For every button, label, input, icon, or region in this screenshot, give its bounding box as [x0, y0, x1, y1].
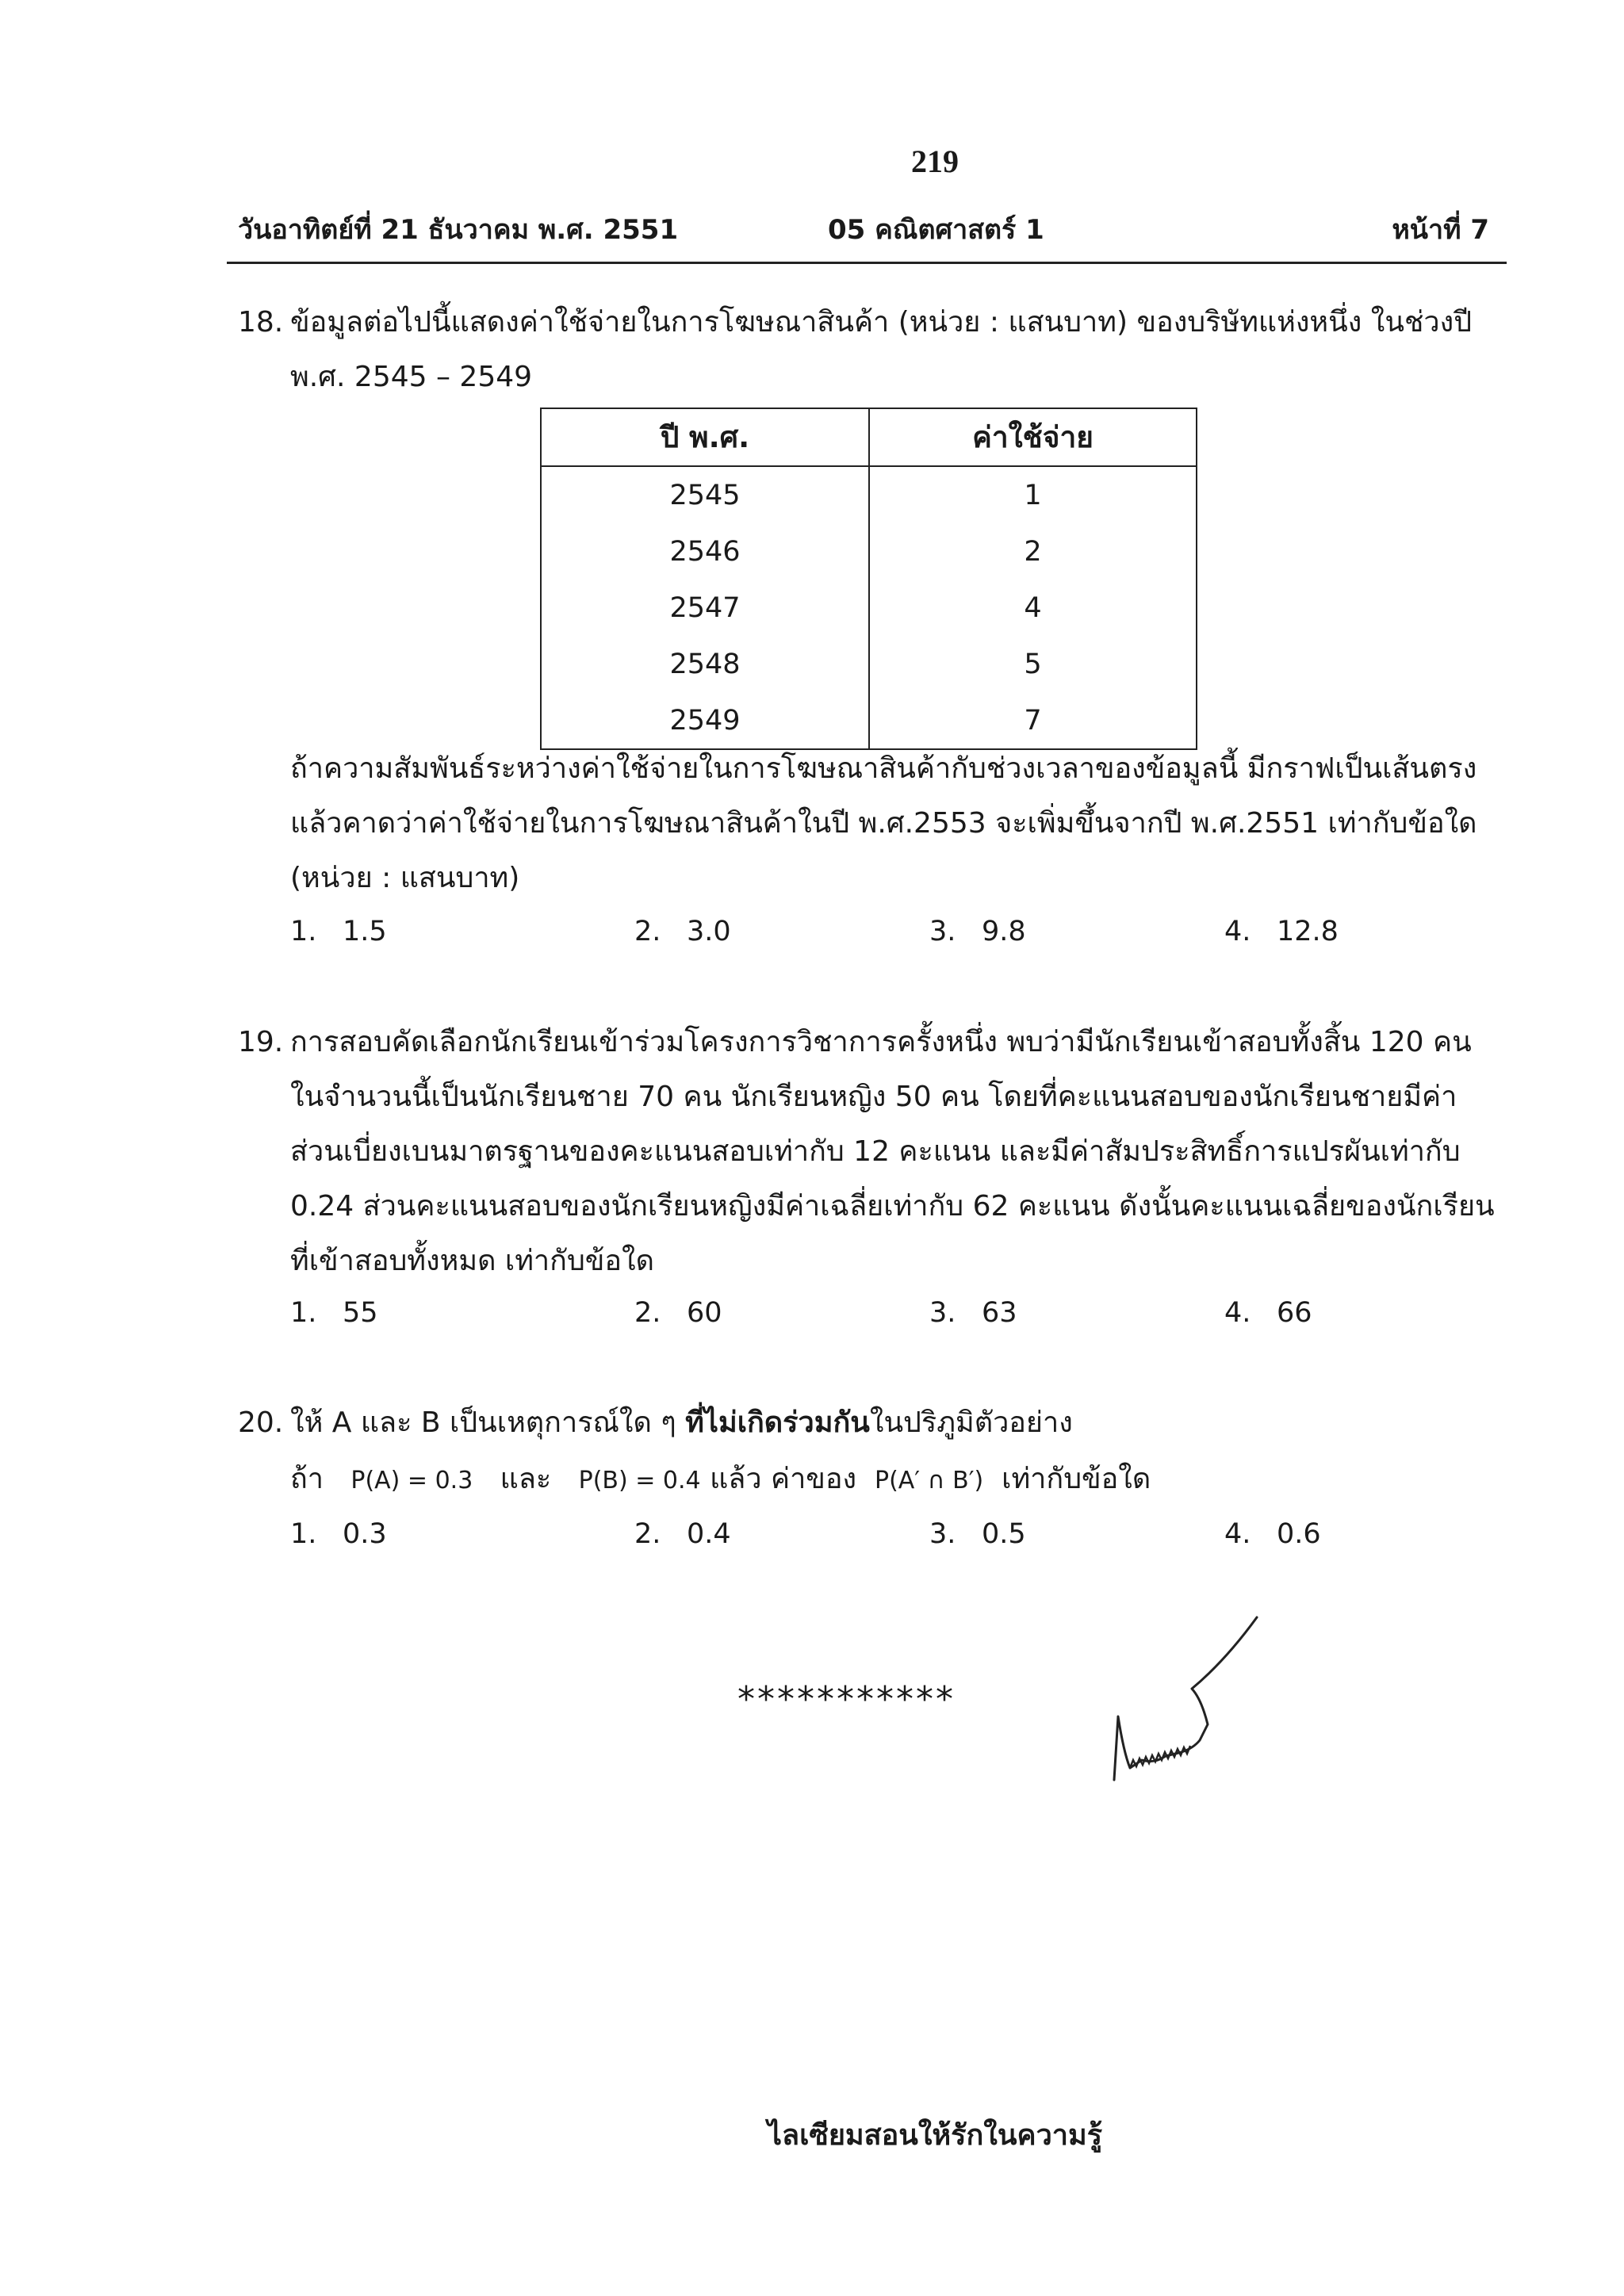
- q18-choice-2[interactable]: [634, 916, 731, 947]
- q19-number: 19.: [238, 1026, 284, 1058]
- header-subject: 05 คณิตศาสตร์ 1: [828, 214, 1044, 246]
- q20-end: เท่ากับข้อใด: [1002, 1463, 1151, 1495]
- choice-text: 0.6: [1277, 1518, 1321, 1550]
- choice-number: 2.: [634, 916, 661, 947]
- table-header-row: [541, 408, 1197, 466]
- q18-line2: พ.ศ. 2545 – 2549: [290, 361, 533, 393]
- q20-number: 20.: [238, 1406, 284, 1439]
- choice-number: 1.: [290, 1297, 317, 1329]
- table-cell-year: 2546: [541, 523, 869, 580]
- choice-number: 2.: [634, 1518, 661, 1550]
- footer-motto: ไลเซียมสอนให้รักในความรู้: [767, 2119, 1103, 2152]
- q20-line2: [290, 1452, 1151, 1508]
- q20-choice-4[interactable]: [1224, 1518, 1321, 1550]
- table-header-cost: ค่าใช้จ่าย: [869, 408, 1197, 466]
- choice-text: 66: [1277, 1297, 1312, 1329]
- choice-number: 4.: [1224, 1518, 1251, 1550]
- q20-line1: [290, 1395, 1073, 1450]
- q20-pb: P(B) = 0.4: [578, 1467, 701, 1494]
- q18-choice-1[interactable]: [290, 916, 387, 947]
- table-cell-cost: 7: [869, 692, 1197, 749]
- signature-icon: [1106, 1605, 1289, 1804]
- table-cell-year: 2545: [541, 466, 869, 523]
- q18-line1: ข้อมูลต่อไปนี้แสดงค่าใช้จ่ายในการโฆษณาสินค้า (หน่วย : แสนบาท) ของบริษัทแห่งหนึ่ง ในช่วงปี: [290, 306, 1473, 339]
- table-row: [541, 466, 1197, 523]
- q19-line5: ที่เข้าสอบทั้งหมด เท่ากับข้อใด: [290, 1245, 654, 1277]
- choice-number: 4.: [1224, 916, 1251, 947]
- q19-line3: ส่วนเบี่ยงเบนมาตรฐานของคะแนนสอบเท่ากับ 12 คะแนน และมีค่าสัมประสิทธิ์การแปรผันเท่ากับ: [290, 1135, 1461, 1168]
- q20-choice-1[interactable]: [290, 1518, 387, 1550]
- choice-number: 3.: [929, 1518, 956, 1550]
- q19-line1: การสอบคัดเลือกนักเรียนเข้าร่วมโครงการวิชาการครั้งหนึ่ง พบว่ามีนักเรียนเข้าสอบทั้งสิ้น 120 คน: [290, 1026, 1472, 1058]
- q19-choice-3[interactable]: [929, 1297, 1017, 1329]
- table-cell-cost: 4: [869, 580, 1197, 636]
- page-number: 219: [911, 144, 959, 179]
- q18-data-table: [540, 408, 1197, 750]
- q20-if: ถ้า: [290, 1463, 324, 1495]
- table-header-year: ปี พ.ศ.: [541, 408, 869, 466]
- choice-text: 0.3: [343, 1518, 387, 1550]
- choice-text: 3.0: [687, 916, 731, 947]
- choice-number: 1.: [290, 1518, 317, 1550]
- q18-number: 18.: [238, 306, 284, 339]
- header-date: วันอาทิตย์ที่ 21 ธันวาคม พ.ศ. 2551: [238, 214, 679, 246]
- table-cell-year: 2549: [541, 692, 869, 749]
- choice-text: 55: [343, 1297, 378, 1329]
- q19-line4: 0.24 ส่วนคะแนนสอบของนักเรียนหญิงมีค่าเฉลี่ยเท่ากับ 62 คะแนน ดังนั้นคะแนนเฉลี่ยของนักเรียน: [290, 1190, 1495, 1223]
- choice-number: 3.: [929, 1297, 956, 1329]
- q19-line2: ในจำนวนนี้เป็นนักเรียนชาย 70 คน นักเรียนหญิง 50 คน โดยที่คะแนนสอบของนักเรียนชายมีค่า: [290, 1081, 1457, 1113]
- choice-text: 0.4: [687, 1518, 731, 1550]
- q18-line3: ถ้าความสัมพันธ์ระหว่างค่าใช้จ่ายในการโฆษณาสินค้ากับช่วงเวลาของข้อมูลนี้ มีกราฟเป็นเส้นตรง: [290, 752, 1477, 785]
- choice-text: 0.5: [982, 1518, 1026, 1550]
- table-row: [541, 580, 1197, 636]
- q18-line5: (หน่วย : แสนบาท): [290, 862, 520, 894]
- q20-pa: P(A) = 0.3: [350, 1467, 473, 1494]
- choice-text: 60: [687, 1297, 722, 1329]
- q20-line1-post: ในปริภูมิตัวอย่าง: [869, 1406, 1073, 1439]
- end-marker: ***********: [737, 1679, 956, 1720]
- q18-choice-4[interactable]: [1224, 916, 1339, 947]
- q20-and: และ: [500, 1463, 552, 1495]
- header-rule: [227, 262, 1507, 264]
- q18-choice-3[interactable]: [929, 916, 1026, 947]
- header-page: หน้าที่ 7: [1392, 214, 1489, 246]
- choice-number: 1.: [290, 916, 317, 947]
- q20-then: แล้ว ค่าของ: [710, 1463, 857, 1495]
- q20-expr: P(A′ ∩ B′): [874, 1467, 984, 1494]
- q19-choice-1[interactable]: [290, 1297, 378, 1329]
- choice-text: 12.8: [1277, 916, 1339, 947]
- table-cell-year: 2548: [541, 636, 869, 692]
- choice-text: 1.5: [343, 916, 387, 947]
- choice-text: 63: [982, 1297, 1017, 1329]
- q20-line1-pre: ให้ A และ B เป็นเหตุการณ์ใด ๆ: [290, 1406, 686, 1439]
- q20-choice-2[interactable]: [634, 1518, 731, 1550]
- table-row: [541, 523, 1197, 580]
- table-cell-cost: 1: [869, 466, 1197, 523]
- table-cell-year: 2547: [541, 580, 869, 636]
- table-row: [541, 636, 1197, 692]
- choice-text: 9.8: [982, 916, 1026, 947]
- q20-choice-3[interactable]: [929, 1518, 1026, 1550]
- q19-choice-4[interactable]: [1224, 1297, 1312, 1329]
- q20-line1-bold: ที่ไม่เกิดร่วมกัน: [685, 1406, 870, 1439]
- q18-line4: แล้วคาดว่าค่าใช้จ่ายในการโฆษณาสินค้าในปี พ.ศ.2553 จะเพิ่มขึ้นจากปี พ.ศ.2551 เท่ากับข้อใด: [290, 807, 1477, 840]
- table-cell-cost: 2: [869, 523, 1197, 580]
- choice-number: 2.: [634, 1297, 661, 1329]
- choice-number: 4.: [1224, 1297, 1251, 1329]
- table-cell-cost: 5: [869, 636, 1197, 692]
- q19-choice-2[interactable]: [634, 1297, 722, 1329]
- choice-number: 3.: [929, 916, 956, 947]
